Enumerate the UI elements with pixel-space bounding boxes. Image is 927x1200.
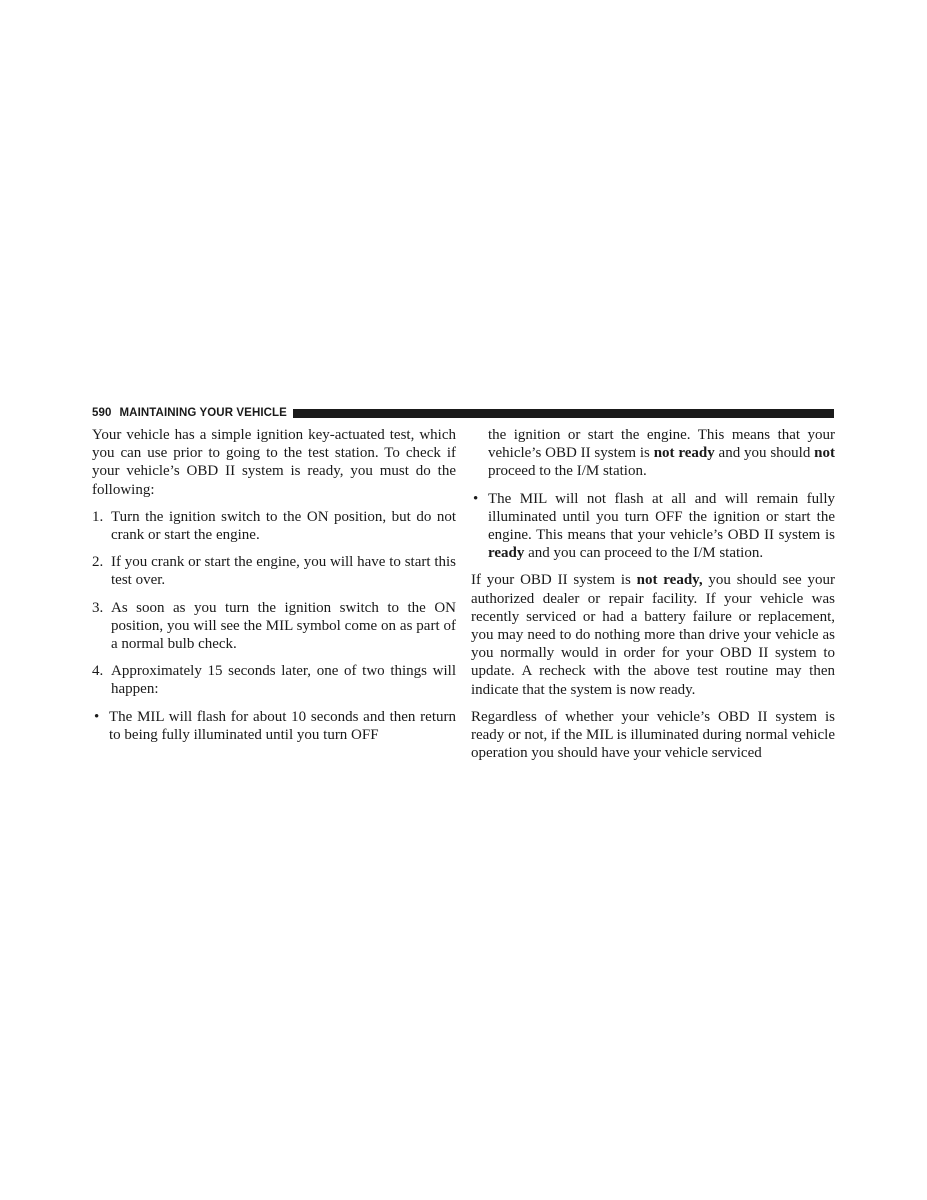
step-3 bbox=[92, 599, 456, 654]
header-rule bbox=[293, 409, 834, 418]
right-column bbox=[471, 426, 835, 771]
bullet-text: and you can proceed to the I/M station. bbox=[524, 545, 764, 562]
bullet-text: The MIL will flash for about 10 seconds and then return to being fully illuminated until you turn OFF bbox=[109, 708, 456, 743]
ready-emphasis: ready bbox=[488, 545, 525, 562]
not-ready-paragraph bbox=[471, 571, 835, 698]
not-emphasis: not bbox=[814, 445, 835, 462]
paragraph-text: If your OBD II system is bbox=[471, 572, 637, 589]
bullet-text: proceed to the I/M station. bbox=[488, 463, 647, 480]
bullet-item-flash bbox=[92, 708, 456, 744]
step-number: 4. bbox=[92, 663, 104, 680]
paragraph-text: you should see your authorized dealer or repair facility. If your vehicle was recently serviced or had a battery failure or replacement, you may need to do nothing more than drive your vehicle as you normally would in order for your OBD II system to update. A recheck with the above test routine may then indicate that the system is now ready. bbox=[471, 572, 835, 698]
step-4 bbox=[92, 662, 456, 698]
step-text: Turn the ignition switch to the ON position, but do not crank or start the engine. bbox=[111, 508, 456, 544]
step-text: As soon as you turn the ignition switch to the ON position, you will see the MIL symbol come on as part of a normal bulb check. bbox=[111, 599, 456, 653]
step-number: 2. bbox=[92, 554, 104, 571]
intro-paragraph: Your vehicle has a simple ignition key-actuated test, which you can use prior to going to the test station. To check if your vehicle’s OBD II system is ready, you must do the following: bbox=[92, 427, 456, 498]
not-ready-emphasis: not ready bbox=[653, 445, 715, 462]
regardless-paragraph: Regardless of whether your vehicle’s OBD II system is ready or not, if the MIL is illuminated during normal vehicle operation you should have your vehicle serviced bbox=[471, 708, 835, 762]
step-number: 1. bbox=[92, 508, 104, 525]
bullet-text: The MIL will not flash at all and will remain fully illuminated until you turn OFF the ignition or start the engine. This means that your vehicle’s OBD II system is bbox=[488, 490, 835, 544]
step-text: If you crank or start the engine, you will have to start this test over. bbox=[111, 554, 456, 589]
step-number: 3. bbox=[92, 599, 104, 616]
page-header bbox=[92, 406, 834, 420]
left-column bbox=[92, 426, 456, 753]
bullet-icon: • bbox=[473, 490, 479, 507]
page-number: 590 bbox=[92, 407, 112, 419]
step-2 bbox=[92, 553, 456, 589]
bullet-item-flash-continued bbox=[471, 426, 835, 481]
not-ready-emphasis: not ready, bbox=[636, 572, 703, 589]
bullet-item-no-flash bbox=[471, 490, 835, 563]
bullet-text: the ignition or start the engine. This means that your vehicle’s OBD II system is bbox=[488, 427, 835, 462]
step-text: Approximately 15 seconds later, one of two things will happen: bbox=[111, 663, 456, 698]
section-title: MAINTAINING YOUR VEHICLE bbox=[119, 407, 287, 419]
step-1 bbox=[92, 508, 456, 544]
bullet-icon: • bbox=[94, 708, 100, 725]
bullet-text: and you should bbox=[714, 445, 815, 462]
